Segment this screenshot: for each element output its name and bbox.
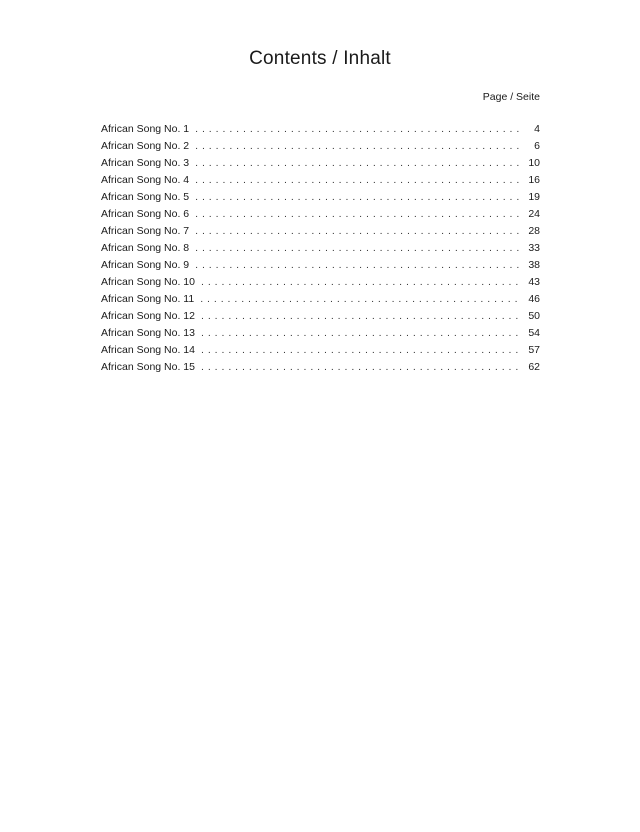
toc-entry-title: African Song No. 12 (101, 310, 195, 322)
toc-entry[interactable] (101, 274, 540, 291)
page-title: Contents / Inhalt (249, 48, 391, 69)
toc-entry-title: African Song No. 6 (101, 208, 190, 220)
dot-leader (195, 240, 522, 257)
toc-entry[interactable] (101, 155, 540, 172)
dot-leader (195, 206, 522, 223)
toc-entry-title: African Song No. 5 (101, 191, 190, 203)
toc-entry-title: African Song No. 8 (101, 242, 190, 254)
toc-entry-page: 4 (534, 123, 540, 135)
toc-entry-page: 16 (528, 174, 540, 186)
dot-leader (195, 189, 522, 206)
toc-entry[interactable] (101, 325, 540, 342)
dot-leader (201, 274, 522, 291)
toc-entry-title: African Song No. 3 (101, 157, 190, 169)
toc-entry-page: 10 (528, 157, 540, 169)
toc-entry[interactable] (101, 240, 540, 257)
toc-entry-page: 54 (528, 327, 540, 339)
toc-entry[interactable] (101, 138, 540, 155)
dot-leader (195, 121, 522, 138)
dot-leader (201, 359, 522, 376)
toc-entry[interactable] (101, 172, 540, 189)
toc-entry-page: 19 (528, 191, 540, 203)
toc-entry-page: 38 (528, 259, 540, 271)
toc-entry-page: 62 (528, 361, 540, 373)
dot-leader (195, 223, 522, 240)
toc-entry-title: African Song No. 13 (101, 327, 195, 339)
toc-entry[interactable] (101, 223, 540, 240)
page-column-header: Page / Seite (482, 91, 540, 103)
toc-entry[interactable] (101, 206, 540, 223)
dot-leader (195, 257, 522, 274)
toc-entry[interactable] (101, 308, 540, 325)
toc-entry-title: African Song No. 2 (101, 140, 190, 152)
toc-entry[interactable] (101, 121, 540, 138)
toc-entry[interactable] (101, 342, 540, 359)
toc-entry-page: 50 (528, 310, 540, 322)
dot-leader (201, 325, 522, 342)
toc-entry-page: 24 (528, 208, 540, 220)
toc-entry[interactable] (101, 291, 540, 308)
toc-entry-title: African Song No. 10 (101, 276, 195, 288)
toc-entry[interactable] (101, 359, 540, 376)
toc-entry-title: African Song No. 7 (101, 225, 190, 237)
dot-leader (201, 342, 522, 359)
toc-entry-title: African Song No. 9 (101, 259, 190, 271)
toc-entry-page: 57 (528, 344, 540, 356)
toc-entry-title: African Song No. 11 (101, 293, 195, 305)
toc-entry[interactable] (101, 189, 540, 206)
toc-entry-page: 43 (528, 276, 540, 288)
toc-entry-title: African Song No. 4 (101, 174, 190, 186)
table-of-contents (101, 121, 540, 376)
toc-entry-page: 28 (528, 225, 540, 237)
toc-entry-page: 6 (534, 140, 540, 152)
dot-leader (201, 308, 522, 325)
toc-entry-page: 33 (528, 242, 540, 254)
dot-leader (195, 172, 522, 189)
toc-entry-title: African Song No. 1 (101, 123, 190, 135)
dot-leader (195, 155, 522, 172)
toc-entry[interactable] (101, 257, 540, 274)
dot-leader (200, 291, 522, 308)
toc-entry-page: 46 (528, 293, 540, 305)
toc-entry-title: African Song No. 15 (101, 361, 195, 373)
dot-leader (195, 138, 522, 155)
toc-entry-title: African Song No. 14 (101, 344, 195, 356)
